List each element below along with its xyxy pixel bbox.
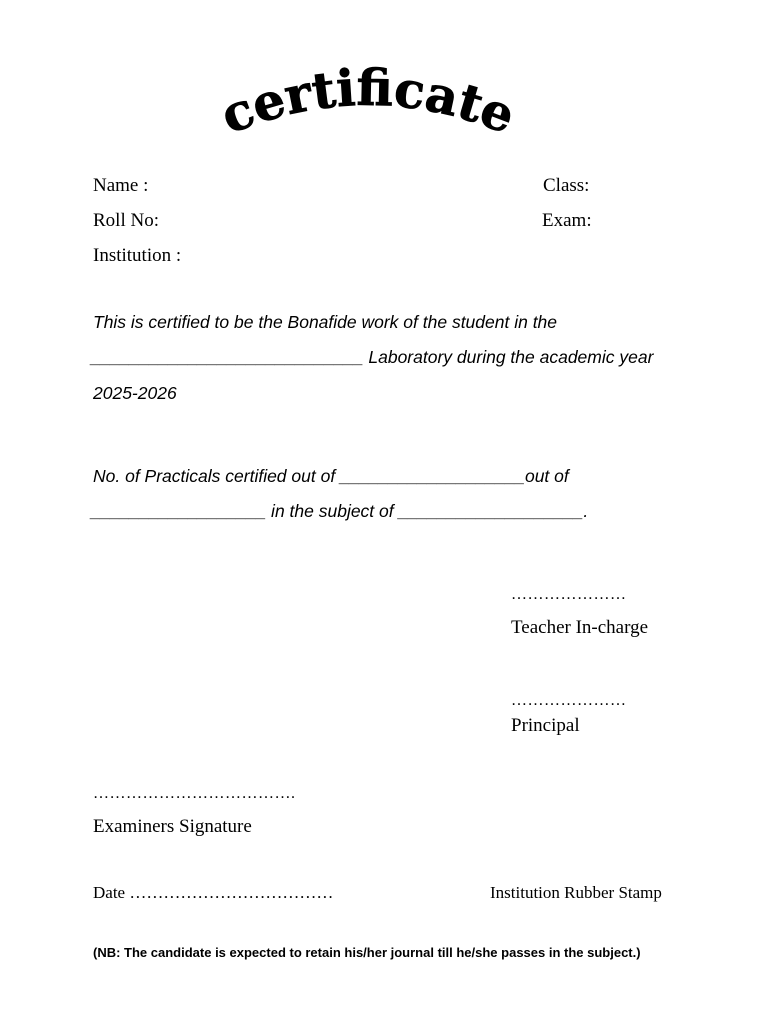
examiners-signature-label: Examiners Signature	[93, 816, 252, 837]
certificate-title-path: certificate	[212, 57, 524, 146]
examiner-signature-dots: ……………………………….	[93, 785, 296, 802]
roll-no-label: Roll No:	[93, 210, 159, 231]
rubber-stamp-label: Institution Rubber Stamp	[490, 883, 662, 902]
practicals-line-1: No. of Practicals certified out of ___________________out of	[93, 466, 569, 486]
principal-label: Principal	[511, 715, 580, 736]
nb-note: (NB: The candidate is expected to retain his/her journal till he/she passes in the subject.)	[93, 945, 641, 960]
certification-line-1: This is certified to be the Bonafide work of the student in the	[93, 312, 558, 332]
date-line: Date ………………………………	[93, 883, 334, 902]
name-label: Name :	[93, 175, 149, 196]
teacher-signature-dots: …………………	[511, 586, 627, 603]
certificate-title	[212, 57, 524, 146]
certification-line-3: 2025-2026	[93, 383, 177, 403]
exam-label: Exam:	[542, 210, 592, 231]
institution-label: Institution :	[93, 245, 182, 266]
practicals-line-2: __________________ in the subject of ___________________.	[91, 501, 589, 521]
teacher-in-charge-label: Teacher In-charge	[511, 617, 649, 638]
certification-line-2: ____________________________ Laboratory during the academic year	[91, 347, 654, 367]
principal-signature-dots: …………………	[511, 692, 627, 709]
class-label: Class:	[543, 175, 590, 196]
certificate-title-text	[213, 58, 523, 145]
certificate-title-art	[212, 57, 524, 146]
